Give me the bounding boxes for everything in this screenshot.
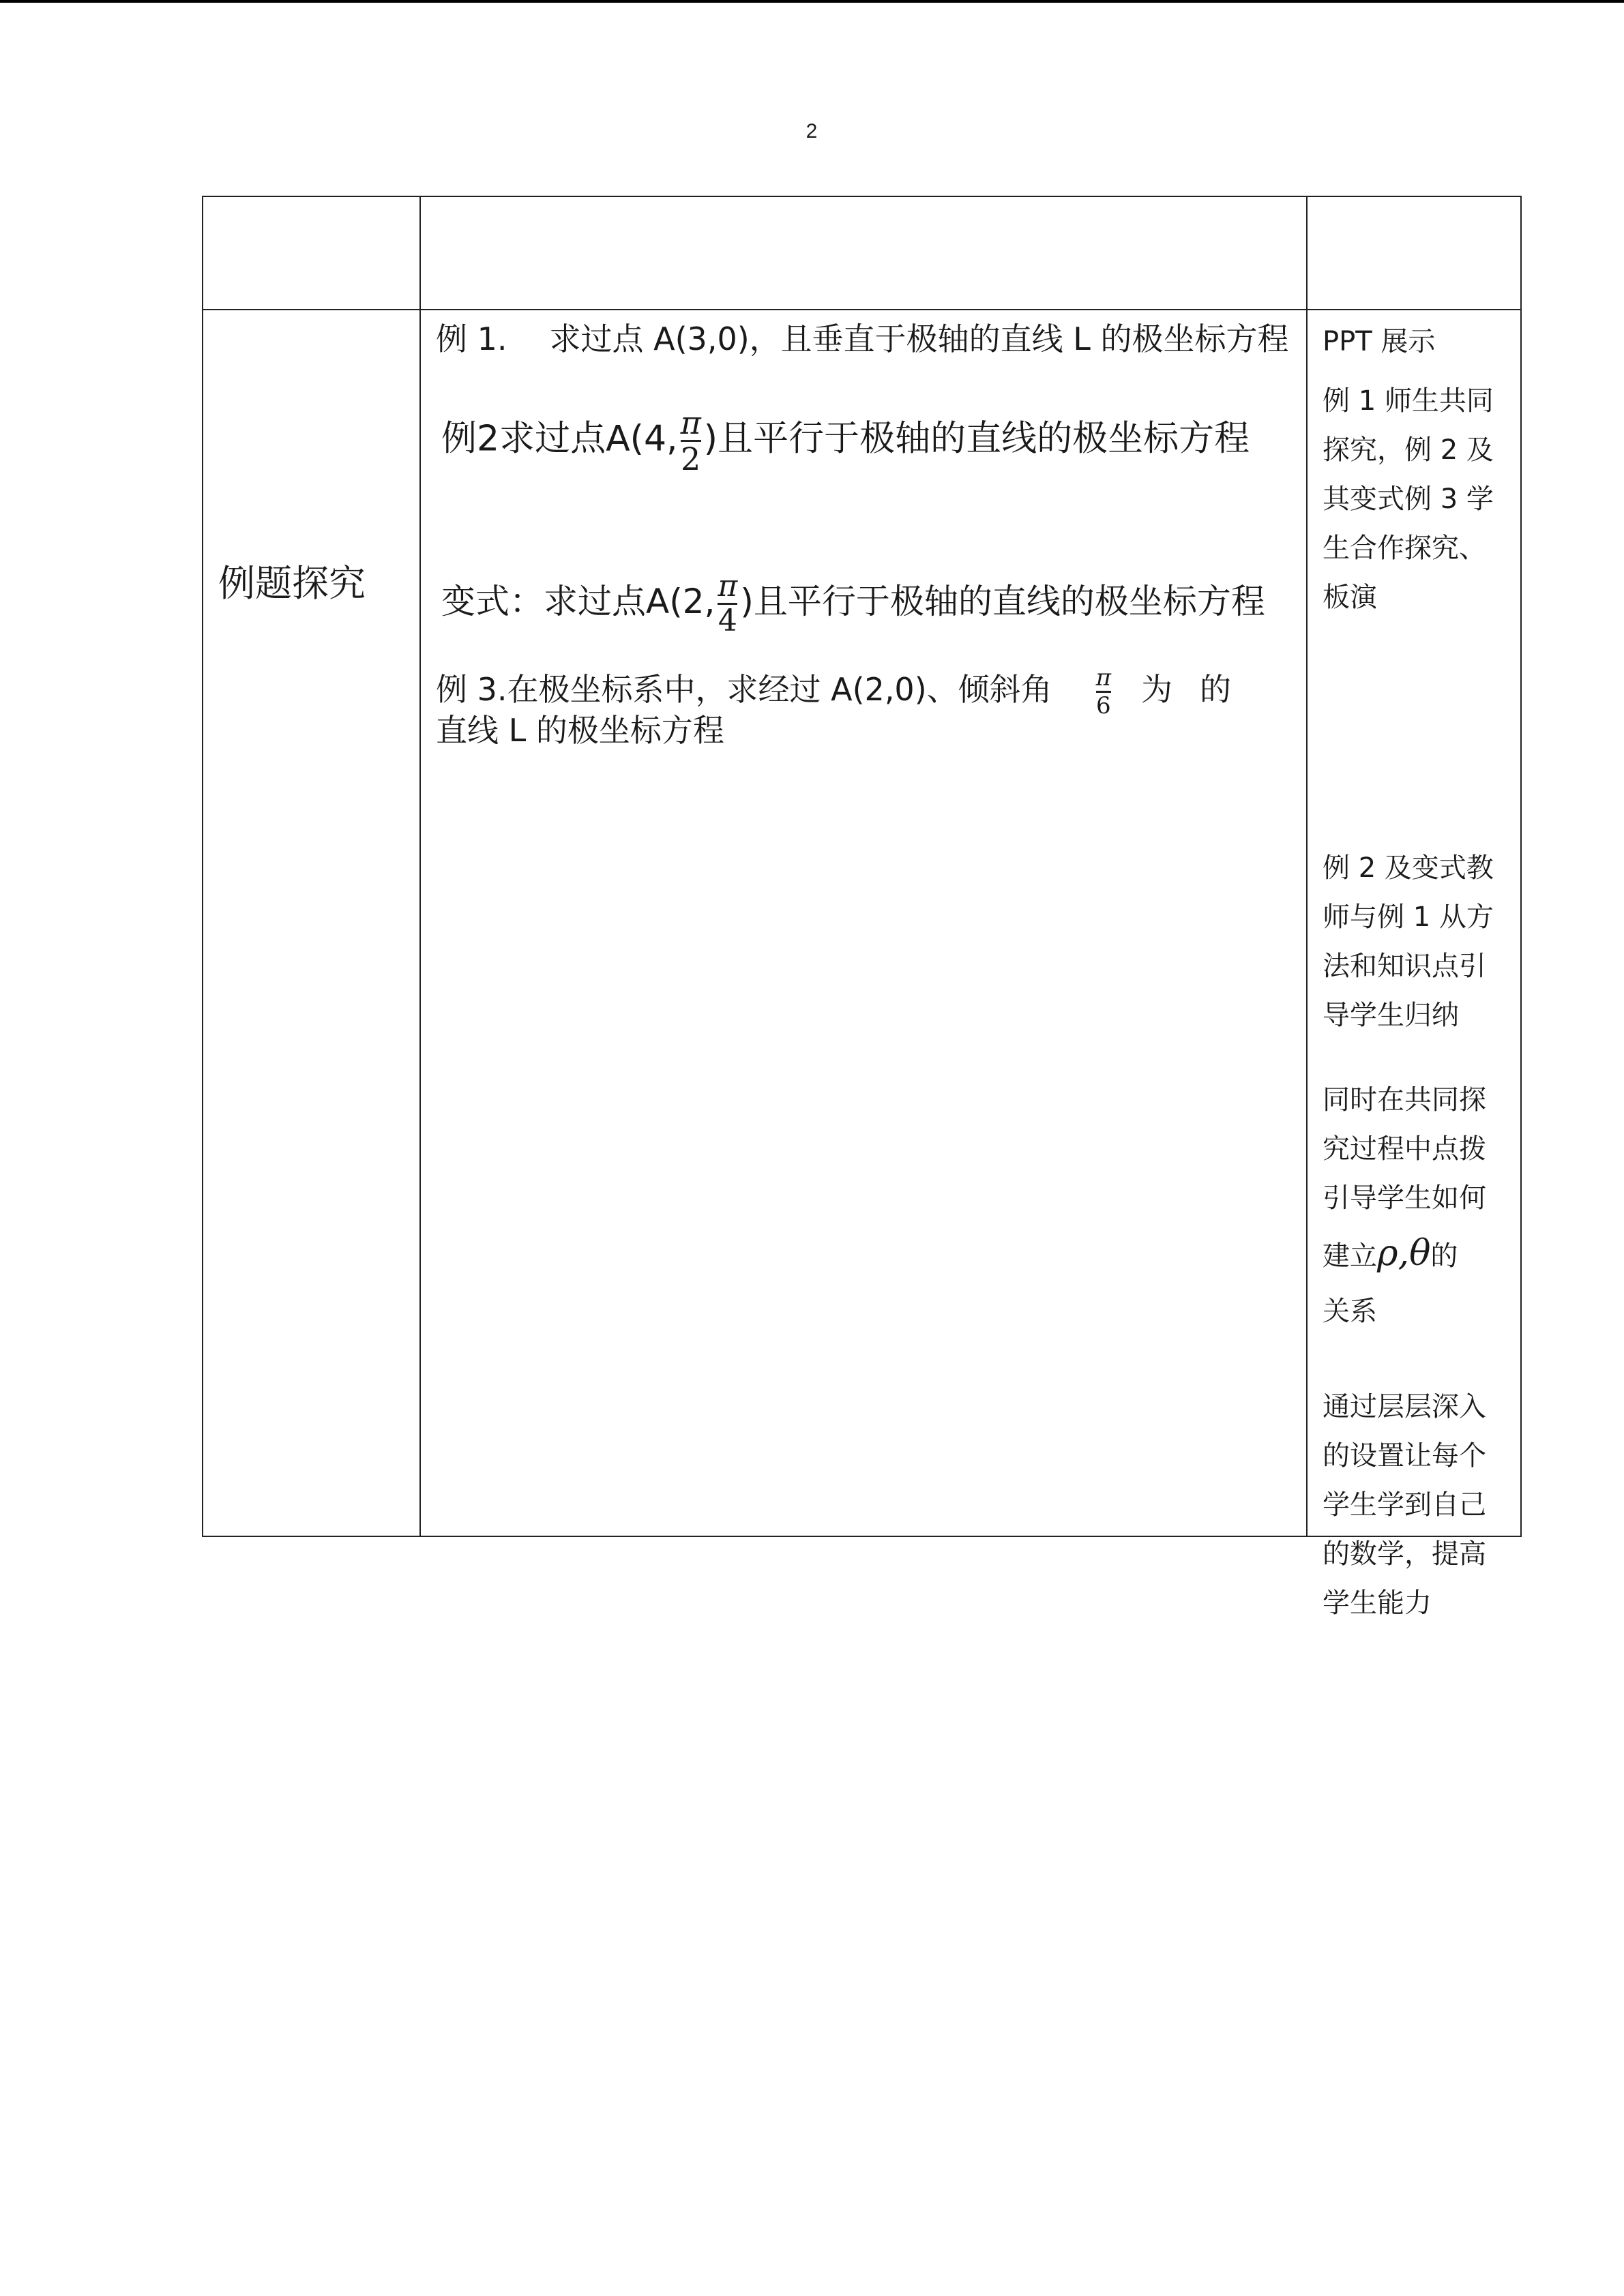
note-2: [1323, 844, 1494, 1040]
variant-suffix: )且平行于极轴的直线的极坐标方程: [740, 582, 1265, 621]
example-2-prefix: 例2求过点A(4,: [441, 418, 678, 460]
section-cell: [203, 310, 420, 1536]
header-cell-1: [203, 196, 420, 310]
fraction-denominator: 2: [681, 441, 701, 477]
note-line: 学生能力: [1323, 1587, 1432, 1619]
header-cell-2: [420, 196, 1307, 310]
note-line: 关系: [1323, 1296, 1377, 1327]
rho-theta-symbols: ρ,θ: [1377, 1233, 1431, 1274]
note-4-suffix: 的: [1430, 1240, 1458, 1272]
fraction-numerator: π: [718, 569, 738, 603]
lesson-plan-table: [202, 196, 1522, 1619]
example-3-line-2: 直线 L 的极坐标方程: [436, 712, 724, 749]
note-line: 其变式例 3 学: [1323, 483, 1494, 515]
note-line: 究过程中点拨: [1323, 1133, 1486, 1165]
example-3-prefix: 例 3.在极坐标系中，求经过 A(2,0)、倾斜角: [436, 671, 1052, 708]
note-1: [1323, 376, 1494, 622]
note-ppt: PPT 展示: [1323, 326, 1436, 357]
page-top-border: [0, 0, 1624, 3]
example-2-suffix: )且平行于极轴的直线的极坐标方程: [703, 418, 1250, 460]
example-1-text: 求过点 A(3,0)，且垂直于极轴的直线 L 的极坐标方程: [549, 320, 1289, 357]
example-3-wei: 为: [1141, 671, 1173, 708]
variant-fraction: [718, 571, 737, 636]
note-line-formula: [1323, 1223, 1486, 1287]
variant-prefix: 变式：求过点A(2,: [441, 582, 715, 621]
note-line: 的数学，提高: [1323, 1538, 1486, 1570]
fraction-denominator: 4: [718, 603, 737, 638]
section-label: 例题探究: [218, 562, 366, 605]
example-3-de: 的: [1200, 671, 1232, 708]
note-line: 例 2 及变式教: [1323, 852, 1494, 884]
fraction-numerator: π: [680, 404, 701, 441]
note-5-block: [1323, 1382, 1486, 1628]
note-line: 板演: [1323, 582, 1377, 613]
page-number: 2: [806, 120, 818, 143]
example-1: [436, 314, 1289, 359]
example-2: [441, 404, 1250, 477]
note-line: 探究，例 2 及: [1323, 434, 1494, 466]
note-line: 同时在共同探: [1323, 1084, 1486, 1116]
notes-cell: [1307, 310, 1521, 1619]
header-cell-3: [1307, 196, 1521, 310]
note-line: 生合作探究、: [1323, 533, 1486, 564]
note-line: 的设置让每个: [1323, 1440, 1486, 1472]
table-header-row: [203, 196, 1521, 310]
example-1-number: 例 1.: [436, 320, 507, 357]
fraction-denominator: 6: [1096, 692, 1111, 719]
note-line: 法和知识点引: [1323, 951, 1486, 982]
example-2-fraction: [680, 404, 701, 477]
note-line: 引导学生如何: [1323, 1182, 1486, 1214]
note-line: 学生学到自己: [1323, 1489, 1486, 1521]
note-3: [1323, 1075, 1486, 1336]
note-line: 导学生归纳: [1323, 1000, 1459, 1031]
fraction-numerator: π: [1095, 664, 1112, 691]
note-line: 例 1 师生共同: [1323, 385, 1494, 417]
note-line: 师与例 1 从方: [1323, 901, 1494, 933]
examples-cell: [420, 310, 1307, 1536]
note-line: 通过层层深入: [1323, 1391, 1486, 1422]
variant-example: [441, 571, 1265, 636]
note-4-prefix: 建立: [1323, 1240, 1377, 1272]
example-3-fraction: [1096, 666, 1111, 717]
table-body-row: [203, 310, 1521, 1536]
